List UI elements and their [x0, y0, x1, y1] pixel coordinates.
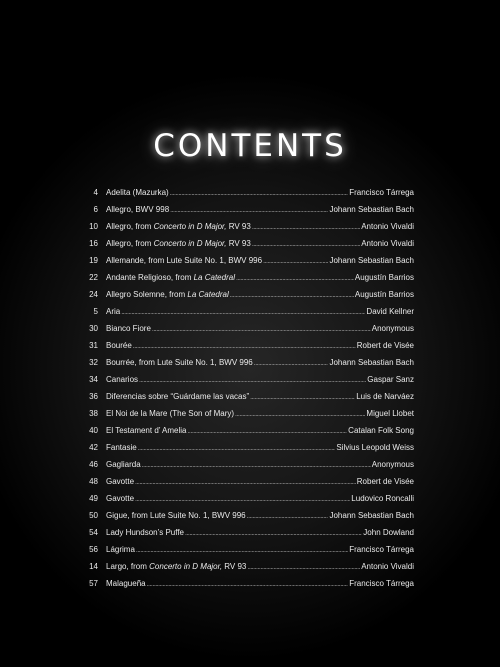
dot-leader: [152, 321, 371, 338]
dot-leader: [147, 576, 349, 593]
composer-name: Anonymous: [371, 460, 414, 469]
composer-name: Johann Sebastian Bach: [329, 256, 414, 265]
page-number: 38: [89, 409, 98, 418]
piece-title: [106, 456, 141, 473]
page-number: 49: [89, 494, 98, 503]
composer-name: Antonio Vivaldi: [361, 562, 414, 571]
piece-title: [106, 473, 134, 490]
page-number: 32: [89, 358, 98, 367]
toc-entry: [84, 320, 414, 337]
piece-title-suffix: RV 93: [222, 562, 247, 571]
page-number: 34: [89, 375, 98, 384]
piece-title-suffix: RV 93: [226, 239, 251, 248]
composer-name: Robert de Visée: [356, 341, 414, 350]
piece-title-text: Canarios: [106, 375, 139, 384]
piece-title-text: El Noi de la Mare (The Son of Mary): [106, 409, 235, 418]
dot-leader: [230, 287, 354, 304]
toc-entry: [84, 303, 414, 320]
page-number: 57: [89, 579, 98, 588]
toc-entry: [84, 218, 414, 235]
dot-leader: [135, 474, 356, 491]
toc-entry: [84, 575, 414, 592]
page-number: 50: [89, 511, 98, 520]
piece-title-italic: Concerto in D Major,: [153, 239, 227, 248]
composer-name: Johann Sebastian Bach: [329, 205, 414, 214]
composer-name: John Dowland: [363, 528, 414, 537]
composer-name: Robert de Visée: [356, 477, 414, 486]
dot-leader: [236, 270, 354, 287]
toc-entry: [84, 490, 414, 507]
toc-entry: [84, 201, 414, 218]
piece-title-text: Bianco Fiore: [106, 324, 151, 333]
dot-leader: [170, 185, 349, 202]
dot-leader: [263, 253, 328, 270]
composer-name: Silvius Leopold Weiss: [336, 443, 414, 452]
composer-name: Miguel Llobet: [366, 409, 414, 418]
piece-title: [106, 269, 235, 286]
piece-title: [106, 201, 169, 218]
dot-leader: [185, 525, 362, 542]
dot-leader: [170, 202, 328, 219]
piece-title-text: Gavotte: [106, 477, 135, 486]
composer-name: Augustín Barrios: [354, 290, 414, 299]
piece-title: [106, 235, 251, 252]
page-number: 36: [89, 392, 98, 401]
piece-title-text: Malagueña: [106, 579, 146, 588]
piece-title-text: Fantasie: [106, 443, 137, 452]
toc-entry: [84, 405, 414, 422]
piece-title: [106, 558, 246, 575]
dot-leader: [250, 389, 355, 406]
toc-entry: [84, 473, 414, 490]
piece-title-italic: La Catedral: [187, 290, 229, 299]
page-number: 40: [89, 426, 98, 435]
composer-name: Gaspar Sanz: [367, 375, 414, 384]
page-number: 48: [89, 477, 98, 486]
dot-leader: [133, 338, 356, 355]
toc-entry: [84, 184, 414, 201]
page-number: 30: [89, 324, 98, 333]
piece-title-text: Gigue, from Lute Suite No. 1, BWV 996: [106, 511, 246, 520]
page-number: 46: [89, 460, 98, 469]
piece-title: [106, 184, 169, 201]
page-number: 19: [89, 256, 98, 265]
piece-title: [106, 286, 229, 303]
composer-name: Anonymous: [371, 324, 414, 333]
piece-title: [106, 541, 135, 558]
piece-title-text: Andante Religioso, from: [106, 273, 194, 282]
page-number: 6: [93, 205, 98, 214]
toc-entry: [84, 541, 414, 558]
page-number: 31: [89, 341, 98, 350]
dot-leader: [138, 440, 336, 457]
piece-title: [106, 388, 249, 405]
piece-title: [106, 371, 138, 388]
toc-entry: [84, 507, 414, 524]
toc-entry: [84, 371, 414, 388]
toc-entry: [84, 558, 414, 575]
dot-leader: [121, 304, 365, 321]
page-number: 42: [89, 443, 98, 452]
toc-entry: [84, 269, 414, 286]
page-number: 24: [89, 290, 98, 299]
toc-entry: [84, 456, 414, 473]
page-number: 14: [89, 562, 98, 571]
composer-name: Francisco Tárrega: [349, 579, 414, 588]
dot-leader: [135, 491, 350, 508]
composer-name: Augustín Barrios: [354, 273, 414, 282]
piece-title-text: Adelita (Mazurka): [106, 188, 169, 197]
page-number: 4: [93, 188, 98, 197]
piece-title-text: Lágrima: [106, 545, 135, 554]
piece-title: [106, 439, 137, 456]
toc-entry: [84, 337, 414, 354]
piece-title-text: Diferencias sobre “Guárdame las vacas”: [106, 392, 250, 401]
piece-title-text: Aria: [106, 307, 121, 316]
piece-title-text: Allegro Solemne, from: [106, 290, 188, 299]
piece-title-text: El Testament d’ Amelia: [106, 426, 187, 435]
page-title: CONTENTS: [153, 128, 347, 164]
piece-title-italic: Concerto in D Major,: [153, 222, 227, 231]
piece-title-text: Bourée: [106, 341, 132, 350]
piece-title: [106, 422, 186, 439]
composer-name: Francisco Tárrega: [349, 188, 414, 197]
composer-name: David Kellner: [366, 307, 414, 316]
piece-title-italic: La Catedral: [193, 273, 235, 282]
piece-title: [106, 337, 132, 354]
toc-entry: [84, 252, 414, 269]
composer-name: Johann Sebastian Bach: [329, 511, 414, 520]
page-number: 22: [89, 273, 98, 282]
dot-leader: [247, 559, 360, 576]
composer-name: Ludovico Roncalli: [351, 494, 414, 503]
piece-title: [106, 507, 246, 524]
dot-leader: [254, 355, 329, 372]
piece-title: [106, 320, 151, 337]
toc-entry: [84, 286, 414, 303]
toc-entry: [84, 388, 414, 405]
toc-entry: [84, 439, 414, 456]
dot-leader: [136, 542, 348, 559]
piece-title: [106, 524, 184, 541]
page-number: 54: [89, 528, 98, 537]
dot-leader: [252, 219, 360, 236]
piece-title-text: Largo, from: [106, 562, 150, 571]
composer-name: Johann Sebastian Bach: [329, 358, 414, 367]
piece-title-text: Allegro, from: [106, 222, 154, 231]
dot-leader: [187, 423, 347, 440]
piece-title: [106, 303, 120, 320]
piece-title: [106, 405, 234, 422]
toc-entry: [84, 235, 414, 252]
composer-name: Catalan Folk Song: [348, 426, 414, 435]
dot-leader: [139, 372, 366, 389]
piece-title: [106, 218, 251, 235]
piece-title-text: Allemande, from Lute Suite No. 1, BWV 996: [106, 256, 263, 265]
dot-leader: [252, 236, 360, 253]
piece-title-text: Lady Hundson’s Puffe: [106, 528, 184, 537]
toc-entry: [84, 524, 414, 541]
table-of-contents: [84, 184, 414, 592]
piece-title: [106, 252, 262, 269]
piece-title: [106, 354, 253, 371]
piece-title: [106, 575, 146, 592]
dot-leader: [247, 508, 329, 525]
composer-name: Antonio Vivaldi: [361, 222, 414, 231]
toc-entry: [84, 422, 414, 439]
composer-name: Francisco Tárrega: [349, 545, 414, 554]
piece-title-italic: Concerto in D Major,: [149, 562, 223, 571]
piece-title: [106, 490, 134, 507]
page-number: 56: [89, 545, 98, 554]
page-number: 5: [93, 307, 98, 316]
composer-name: Luis de Narváez: [356, 392, 414, 401]
piece-title-text: Gagliarda: [106, 460, 141, 469]
composer-name: Antonio Vivaldi: [361, 239, 414, 248]
piece-title-text: Allegro, BWV 998: [106, 205, 170, 214]
dot-leader: [235, 406, 365, 423]
dot-leader: [142, 457, 371, 474]
page-number: 16: [89, 239, 98, 248]
piece-title-text: Allegro, from: [106, 239, 154, 248]
piece-title-text: Bourrée, from Lute Suite No. 1, BWV 996: [106, 358, 253, 367]
toc-entry: [84, 354, 414, 371]
piece-title-text: Gavotte: [106, 494, 135, 503]
page-number: 10: [89, 222, 98, 231]
piece-title-suffix: RV 93: [226, 222, 251, 231]
